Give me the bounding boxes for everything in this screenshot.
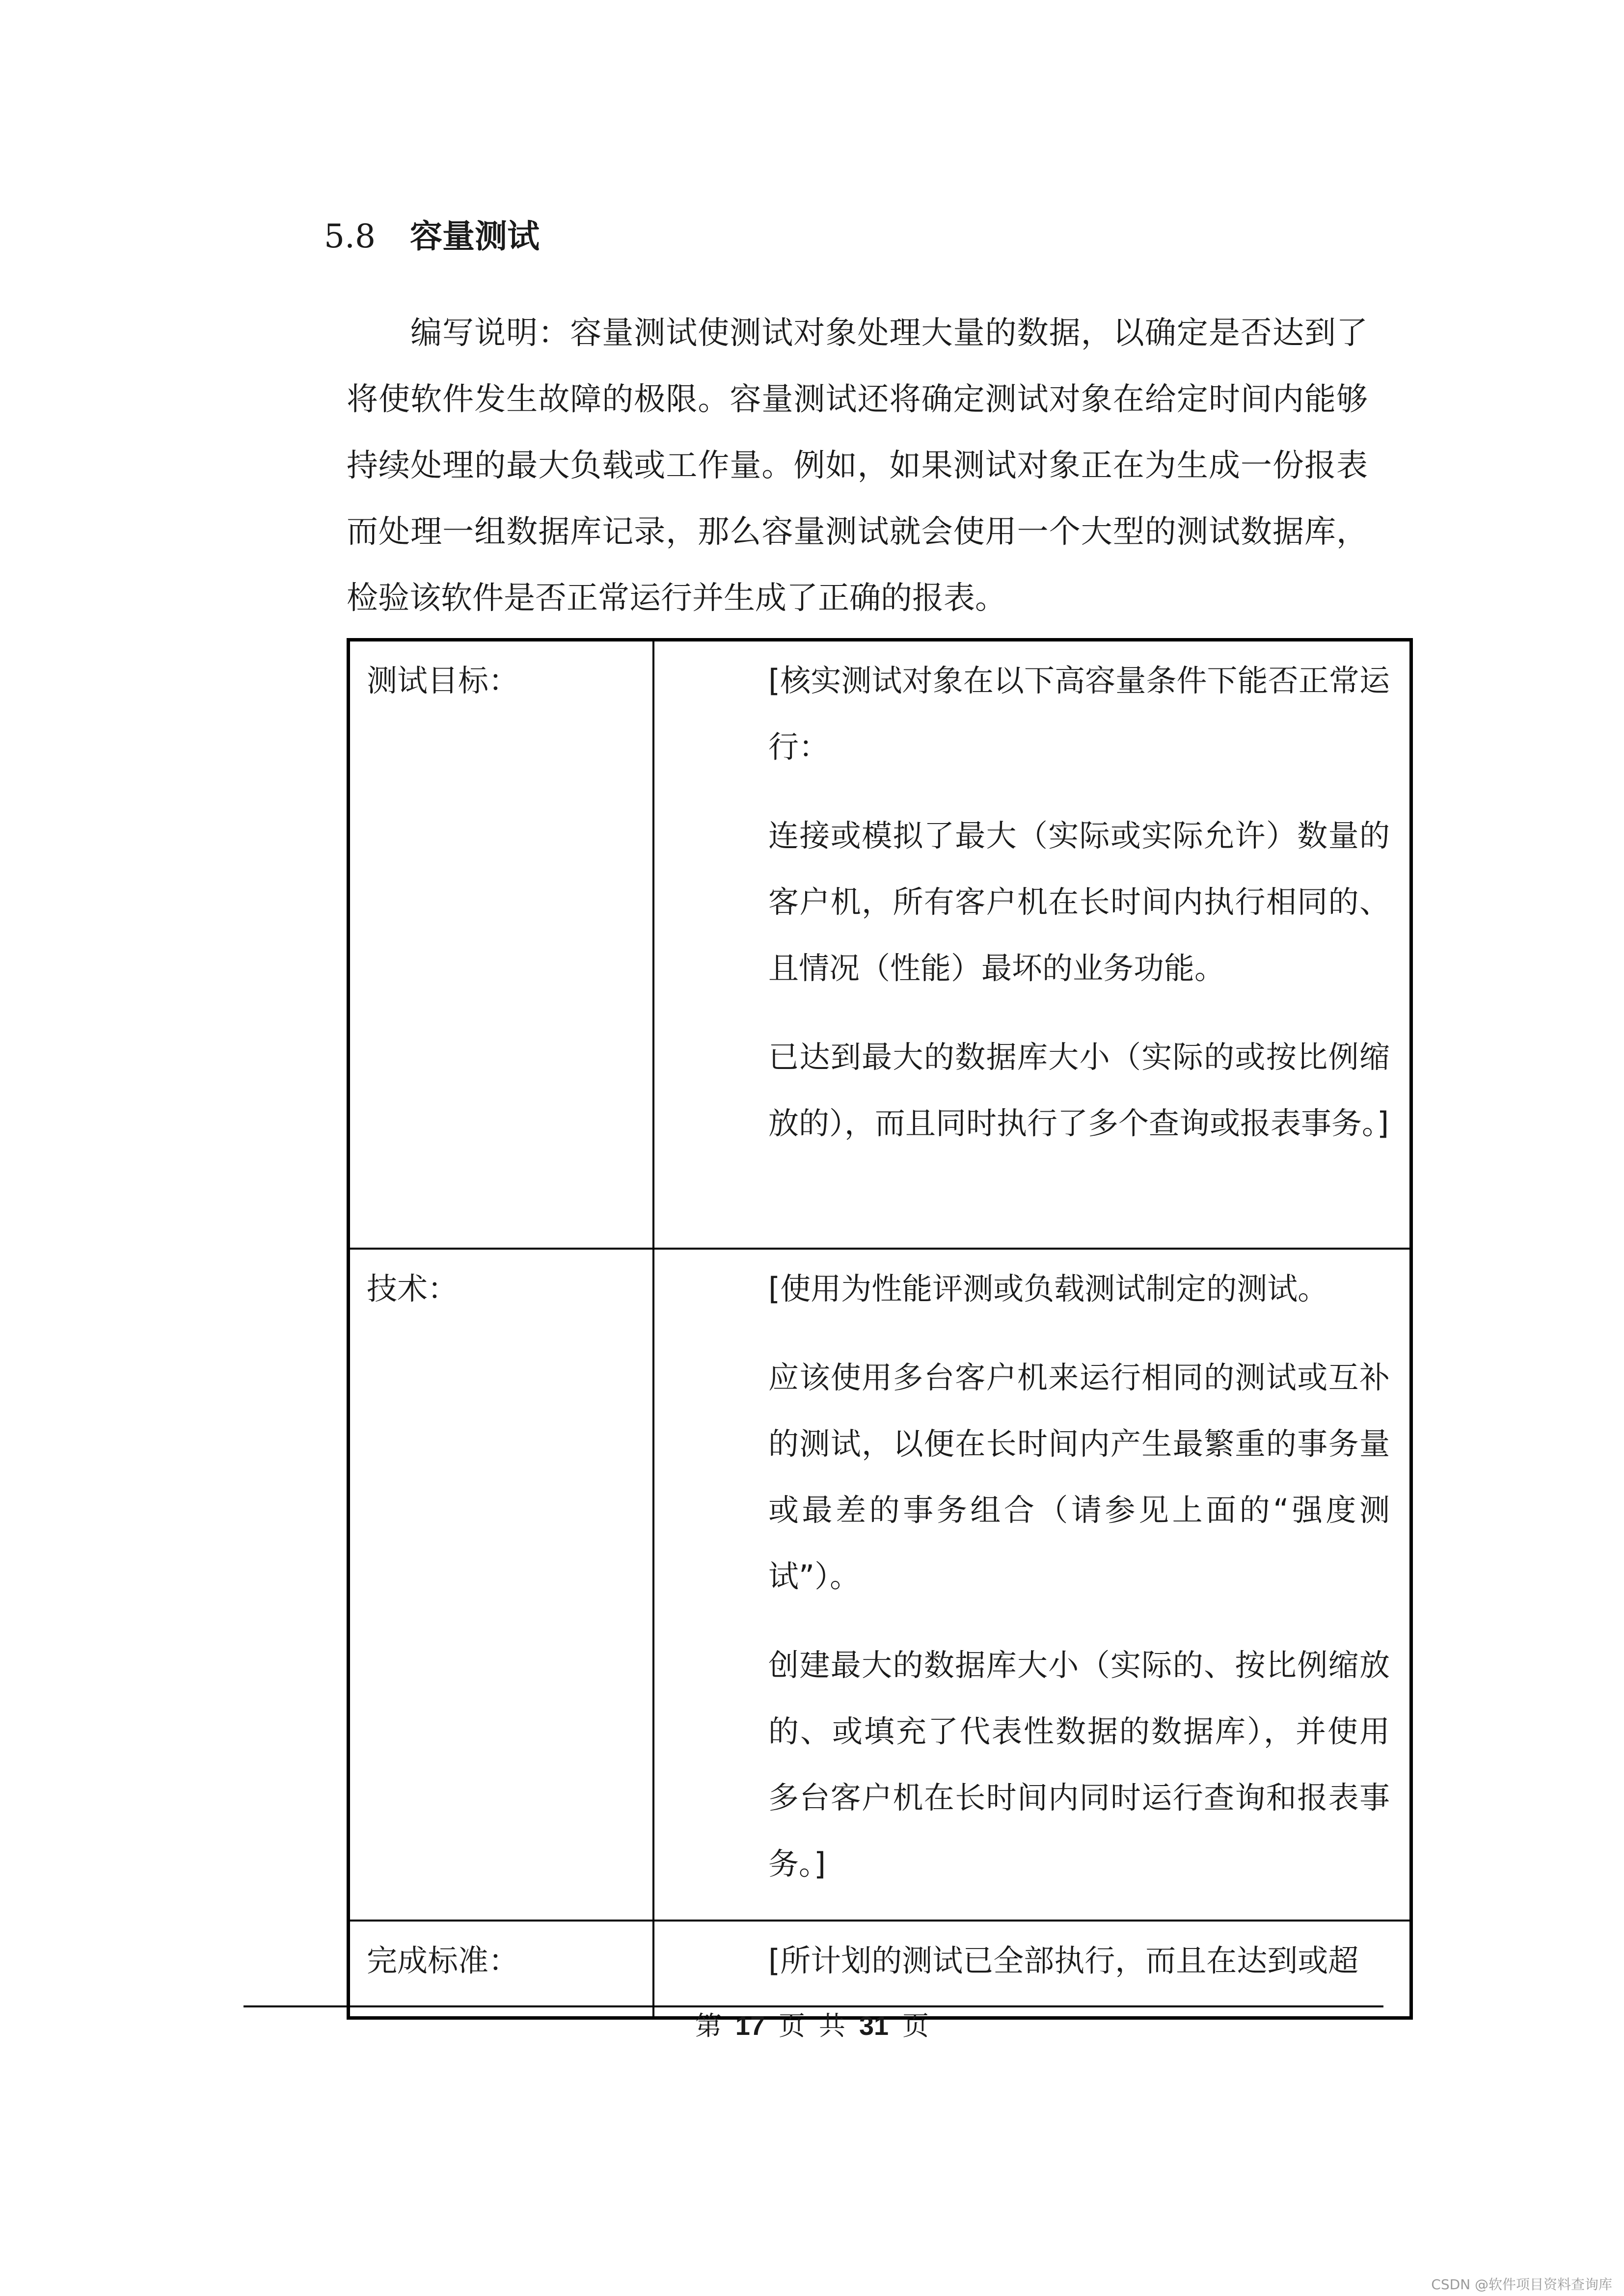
content-paragraph: 创建最大的数据库大小（实际的、按比例缩放的、或填充了代表性数据的数据库），并使用多台客户机在长时间内同时运行查询和报表事务。] — [768, 1647, 1390, 1882]
row-label: 测试目标： — [349, 640, 654, 1249]
section-number: 5.8 — [324, 217, 376, 255]
footer-total-word: 共 — [819, 2010, 845, 2041]
section-heading — [324, 212, 540, 261]
content-paragraph: [核实测试对象在以下高容量条件下能否正常运行： — [768, 663, 1390, 765]
intro-paragraph: 编写说明：容量测试使测试对象处理大量的数据，以确定是否达到了将使软件发生故障的极限。容量测试还将确定测试对象在给定时间内能够持续处理的最大负载或工作量。例如，如果测试对象正在为生成一份报表而处理一组数据库记录，那么容量测试就会使用一个大型的测试数据库，检验该软件是否正常运行并生成了正确的报表。 — [347, 315, 1368, 616]
footer-suffix: 页 — [902, 2010, 929, 2041]
content-paragraph: [所计划的测试已全部执行，而且在达到或超 — [768, 1942, 1359, 1978]
page-footer — [0, 2006, 1624, 2046]
table-row-test-target — [349, 640, 1411, 1249]
row-content — [653, 1921, 1411, 2018]
table-row-technique — [349, 1249, 1411, 1921]
row-content — [653, 1249, 1411, 1921]
watermark: CSDN @软件项目资料查询库 — [1431, 2276, 1612, 2293]
content-paragraph: 已达到最大的数据库大小（实际的或按比例缩放的），而且同时执行了多个查询或报表事务。] — [768, 1039, 1390, 1141]
content-paragraph: 连接或模拟了最大（实际或实际允许）数量的客户机，所有客户机在长时间内执行相同的、且情况（性能）最坏的业务功能。 — [768, 818, 1390, 986]
footer-prefix: 第 — [695, 2010, 722, 2041]
total-pages-number: 31 — [859, 2011, 889, 2041]
test-spec-table — [347, 638, 1413, 2020]
row-content — [653, 640, 1411, 1249]
content-paragraph: [使用为性能评测或负载测试制定的测试。 — [768, 1270, 1328, 1307]
content-paragraph: 应该使用多台客户机来运行相同的测试或互补的测试，以便在长时间内产生最繁重的事务量或最差的事务组合（请参见上面的“强度测试”）。 — [768, 1359, 1390, 1594]
row-label: 技术： — [349, 1249, 654, 1921]
section-title: 容量测试 — [409, 217, 540, 255]
current-page-number: 17 — [735, 2011, 765, 2041]
row-label: 完成标准： — [349, 1921, 654, 2018]
table-row-completion-criteria — [349, 1921, 1411, 2018]
footer-page-word: 页 — [779, 2010, 805, 2041]
